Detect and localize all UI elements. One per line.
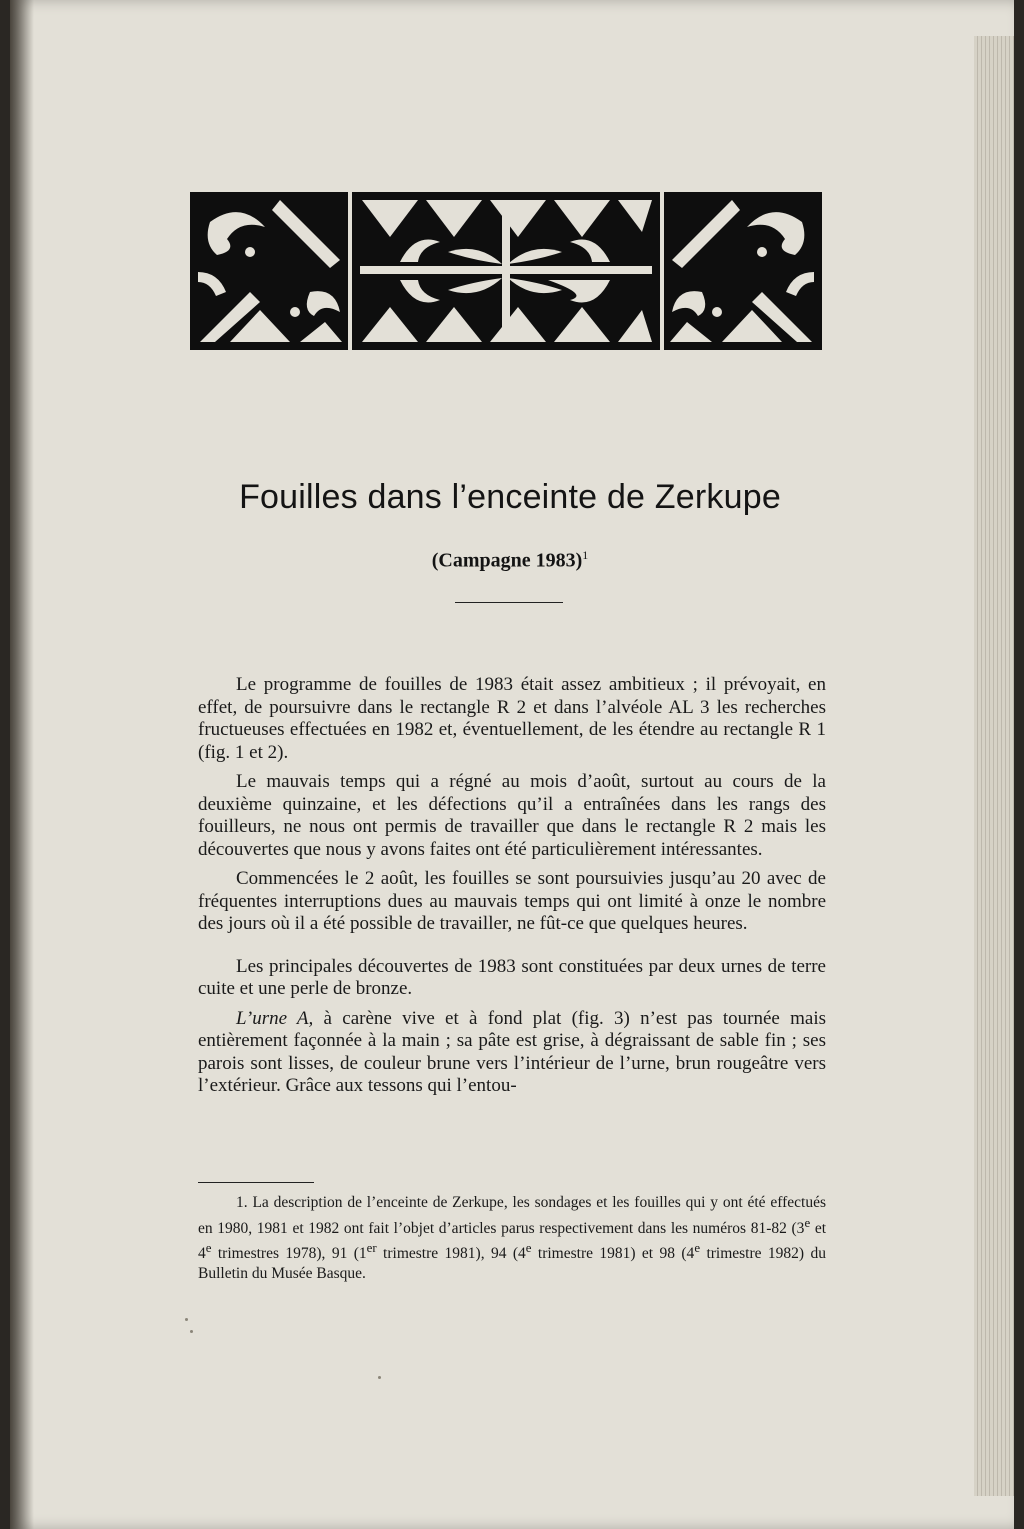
- paper-speck: [185, 1318, 188, 1321]
- paragraph: [198, 1008, 826, 1098]
- body-text: [198, 674, 826, 1105]
- page-title: Fouilles dans l’enceinte de Zerkupe: [239, 478, 781, 516]
- ornament-band: [190, 192, 822, 350]
- footnote-sup: e: [525, 1240, 532, 1256]
- paragraph-rest: à carène vive et à fond plat (fig. 3) n’est pas tournée mais entièrement façonnée à la main ; sa pâte est grise, à dégraissant de sable fin ; ses parois sont lisses, de couleur brune vers l’intérieur de l’urne, brun rougeâtre vers l’extérieur. Grâce aux tessons qui l’entou-: [198, 1007, 827, 1096]
- paragraph: Le mauvais temps qui a régné au mois d’août, surtout au cours de la deuxième quinzaine, et les défections qu’il a entraînées dans les rangs des fouilleurs, ne nous ont permis de travailler que dans le rectangle R 2 mais les découvertes que nous y avons faites ont été particulièrement intéressantes.: [198, 771, 826, 860]
- footnote-text: 1. La description de l’enceinte de Zerkupe, les sondages et les fouilles qui y ont été effectués en 1980, 1981 et 1982 ont fait l’objet d’articles parus respectivement dans les numéros 81-82 (3: [198, 1194, 826, 1237]
- footnote-text: trimestre 1981), 94 (4: [376, 1245, 526, 1263]
- paragraph: Le programme de fouilles de 1983 était assez ambitieux ; il prévoyait, en effet, de poursuivre dans le rectangle R 2 et dans l’alvéole AL 3 les recherches fructueuses effectuées en 1982 et, éventuellement, de les étendre au rectangle R 1 (fig. 1 et 2).: [198, 674, 826, 763]
- title-rule: [455, 602, 563, 603]
- subtitle: [10, 548, 1010, 573]
- paragraph: Les principales découvertes de 1983 sont constituées par deux urnes de terre cuite et une perle de bronze.: [198, 955, 826, 999]
- document-page: [10, 0, 1014, 1529]
- subtitle-text: (Campagne 1983): [431, 549, 583, 572]
- footnote-text: et 4: [198, 1219, 827, 1263]
- page-edges: [974, 36, 1014, 1496]
- footnote-text: trimestres 1978), 91 (1: [211, 1245, 367, 1263]
- footnote-ref: 1: [582, 548, 589, 562]
- footnote: [198, 1193, 826, 1283]
- footnote-sup: e: [804, 1214, 811, 1230]
- italic-term: L’urne A,: [236, 1007, 314, 1029]
- footnote-sup: er: [366, 1240, 377, 1256]
- footnote-text: trimestre 1982) du Bulletin du Musée Basque.: [198, 1245, 826, 1282]
- paragraph: Commencées le 2 août, les fouilles se sont poursuivies jusqu’au 20 avec de fréquentes interruptions dues au mauvais temps qui ont limité à onze le nombre des jours où il a été possible de travailler, ne fût-ce que quelques heures.: [198, 868, 826, 934]
- paper-speck: [190, 1330, 193, 1333]
- footnote-sup: e: [694, 1240, 701, 1256]
- paper-speck: [378, 1376, 381, 1379]
- footnote-sup: e: [205, 1240, 212, 1256]
- footnote-text: trimestre 1981) et 98 (4: [531, 1245, 695, 1263]
- spine-shadow: [10, 0, 34, 1529]
- footnote-rule: [198, 1182, 314, 1183]
